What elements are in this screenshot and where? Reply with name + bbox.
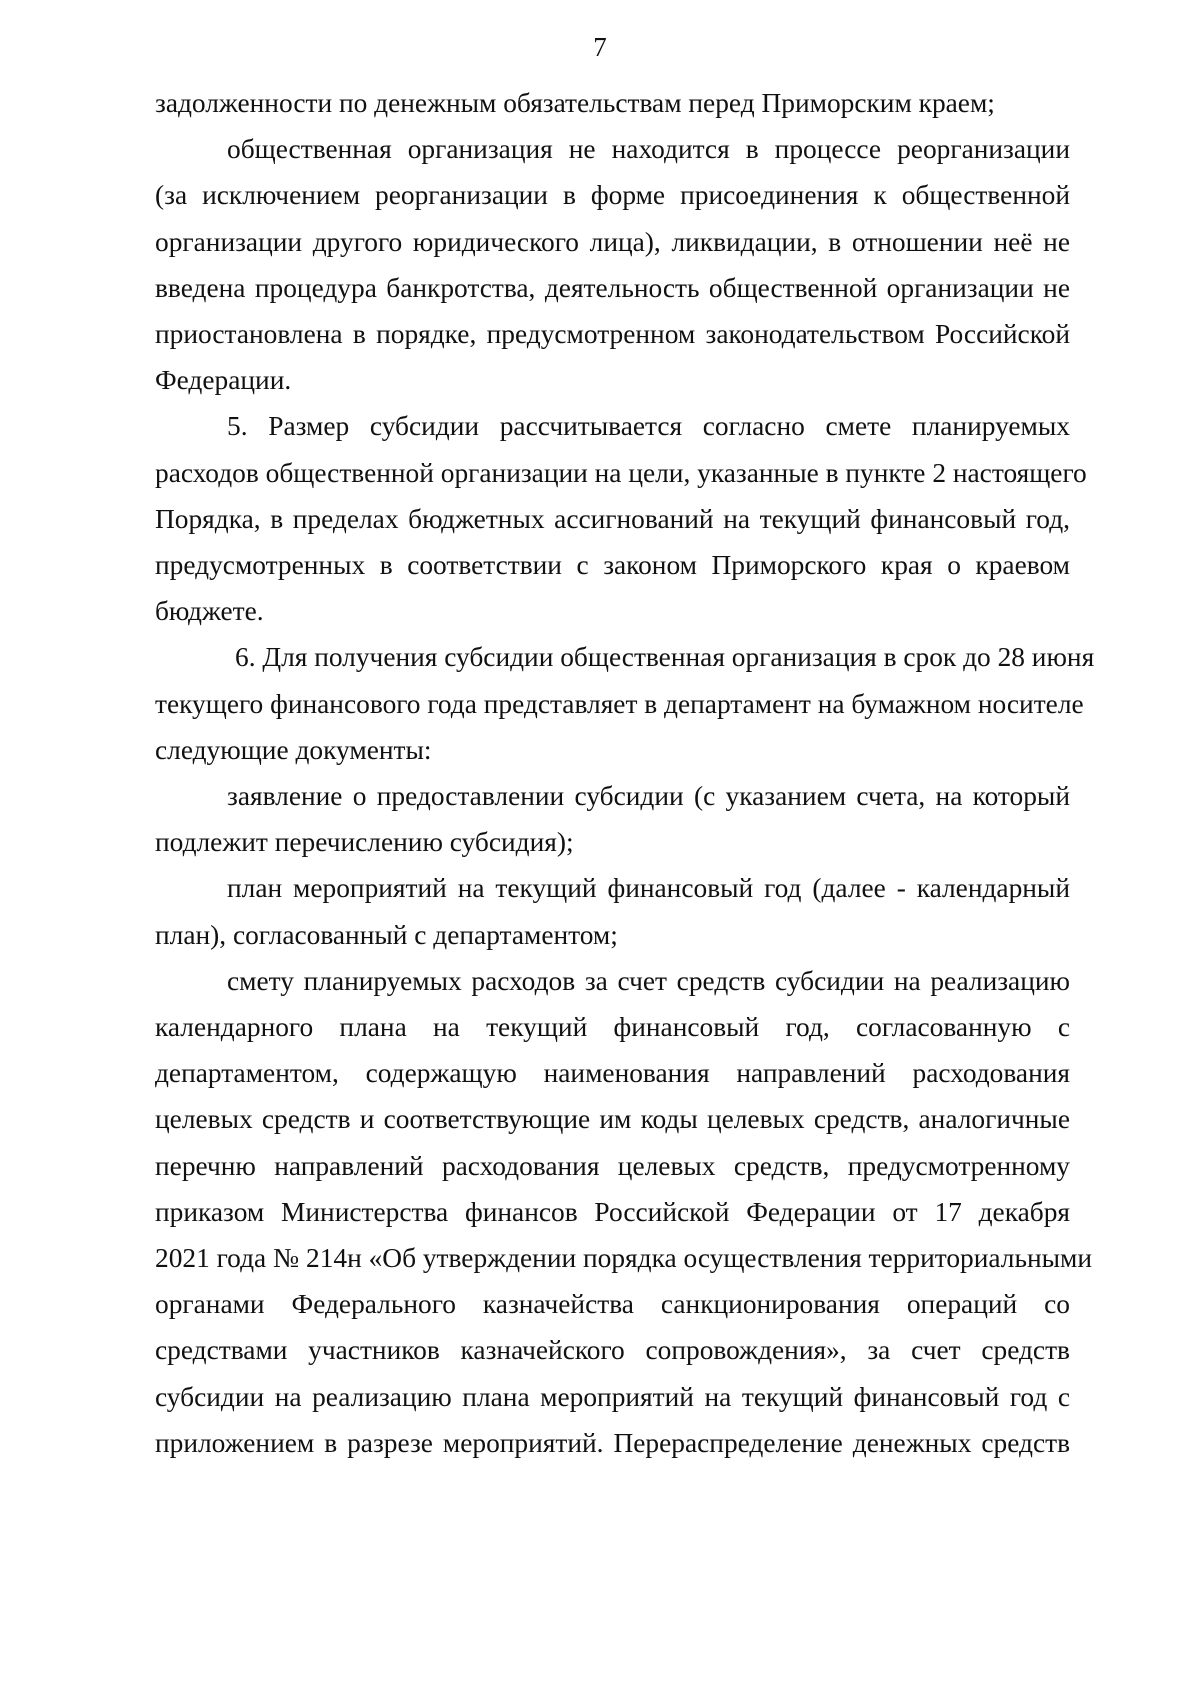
paragraph-p5 xyxy=(155,773,1070,865)
document-body xyxy=(155,80,1095,1466)
paragraph-p1 xyxy=(155,80,1070,126)
text-line: план мероприятий на текущий финансовый год (далее - календарный xyxy=(227,873,1070,904)
text-line: подлежит перечислению субсидия); xyxy=(155,827,574,858)
text-line: заявление о предоставлении субсидии (с указанием счета, на который xyxy=(227,781,1070,812)
text-line: департаментом, содержащую наименования направлений расходования xyxy=(155,1058,1070,1089)
text-line: календарного плана на текущий финансовый год, согласованную с xyxy=(155,1012,1070,1043)
text-line: план), согласованный с департаментом; xyxy=(155,919,618,950)
text-line: следующие документы: xyxy=(155,734,432,765)
text-line: Федерации. xyxy=(155,365,292,396)
paragraph-p6 xyxy=(155,865,1070,957)
text-line: бюджете. xyxy=(155,596,264,627)
text-line: введена процедура банкротства, деятельность общественной организации не xyxy=(155,272,1070,303)
text-line: задолженности по денежным обязательствам перед Приморским краем; xyxy=(155,88,995,118)
text-line: целевых средств и соответствующие им коды целевых средств, аналогичные xyxy=(155,1104,1070,1135)
text-line: приложением в разрезе мероприятий. Перераспределение денежных средств xyxy=(155,1427,1070,1458)
text-line: (за исключением реорганизации в форме присоединения к общественной xyxy=(155,180,1070,211)
text-line: Порядка, в пределах бюджетных ассигнований на текущий финансовый год, xyxy=(155,503,1070,534)
text-line: приказом Министерства финансов Российской Федерации от 17 декабря xyxy=(155,1196,1070,1227)
paragraph-p4 xyxy=(155,634,1095,773)
text-line: смету планируемых расходов за счет средств субсидии на реализацию xyxy=(227,965,1070,996)
text-line: организации другого юридического лица), ликвидации, в отношении неё не xyxy=(155,226,1070,257)
page-number: 7 xyxy=(593,32,607,62)
text-line: расходов общественной организации на цели, указанные в пункте 2 настоящего xyxy=(155,457,1087,488)
text-line: средствами участников казначейского сопровождения», за счет средств xyxy=(155,1335,1070,1366)
text-line: 5. Размер субсидии рассчитывается согласно смете планируемых xyxy=(227,411,1070,442)
paragraph-p7 xyxy=(155,958,1093,1466)
text-line: общественная организация не находится в процессе реорганизации xyxy=(227,134,1070,165)
text-line: перечню направлений расходования целевых средств, предусмотренному xyxy=(155,1150,1070,1181)
text-line: предусмотренных в соответствии с законом Приморского края о краевом xyxy=(155,550,1070,581)
paragraph-p2 xyxy=(155,126,1070,403)
text-line: субсидии на реализацию плана мероприятий на текущий финансовый год с xyxy=(155,1381,1070,1412)
text-line: 6. Для получения субсидии общественная организация в срок до 28 июня xyxy=(235,642,1095,673)
text-line: 2021 года № 214н «Об утверждении порядка осуществления территориальными xyxy=(155,1243,1093,1274)
paragraph-p3 xyxy=(155,403,1087,634)
text-line: приостановлена в порядке, предусмотренном законодательством Российской xyxy=(155,319,1070,350)
text-line: текущего финансового года представляет в департамент на бумажном носителе xyxy=(155,688,1084,719)
text-line: органами Федерального казначейства санкционирования операций со xyxy=(155,1289,1070,1320)
